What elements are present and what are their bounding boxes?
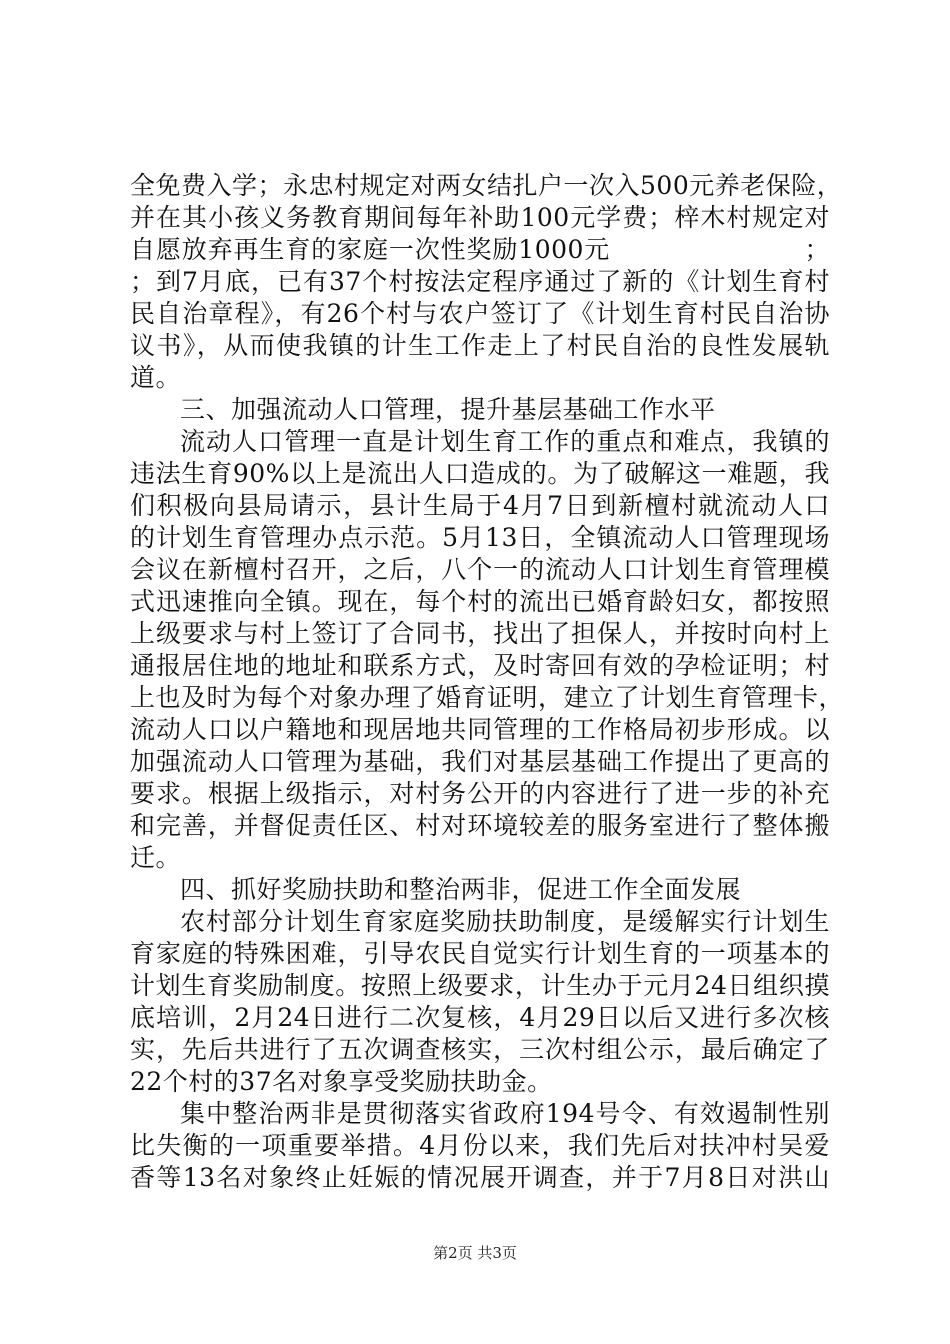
text-line: 计划生育奖励制度。按照上级要求，计生办于元月24日组织摸 — [130, 971, 830, 1000]
text-line: 自愿放弃再生育的家庭一次性奖励1000元 ； — [130, 235, 830, 264]
text-line: 并在其小孩义务教育期间每年补助100元学费；梓木村规定对 — [130, 203, 830, 232]
text-line: 上级要求与村上签订了合同书，找出了担保人，并按时向村上 — [130, 619, 830, 648]
text-line: 流动人口管理一直是计划生育工作的重点和难点，我镇的 — [180, 427, 830, 456]
text-line: 加强流动人口管理为基础，我们对基层基础工作提出了更高的 — [130, 747, 830, 776]
section-heading: 三、加强流动人口管理，提升基层基础工作水平 — [180, 395, 716, 424]
text-line: 违法生育90%以上是流出人口造成的。为了破解这一难题，我 — [130, 459, 830, 488]
page-footer: 第2页 共3页 — [433, 1244, 517, 1262]
text-line: 上也及时为每个对象办理了婚育证明，建立了计划生育管理卡， — [130, 683, 845, 712]
text-line: 22个村的37名对象享受奖励扶助金。 — [130, 1067, 553, 1096]
text-line: 全免费入学；永忠村规定对两女结扎户一次入500元养老保险， — [130, 171, 843, 200]
text-line: 农村部分计划生育家庭奖励扶助制度，是缓解实行计划生 — [180, 907, 830, 936]
text-line: 民自治章程》，有26个村与农户签订了《计划生育村民自治协 — [130, 299, 830, 328]
text-line: 香等13名对象终止妊娠的情况展开调查，并于7月8日对洪山 — [130, 1163, 830, 1192]
text-line: 道。 — [130, 363, 182, 392]
text-line: 迁。 — [130, 843, 182, 872]
text-line: 底培训，2月24日进行二次复核，4月29日以后又进行多次核 — [130, 1003, 830, 1032]
body-text — [130, 170, 845, 1194]
text-line: 和完善，并督促责任区、村对环境较差的服务室进行了整体搬 — [130, 811, 830, 840]
text-line: 流动人口以户籍地和现居地共同管理的工作格局初步形成。以 — [130, 715, 830, 744]
text-line: 比失衡的一项重要举措。4月份以来，我们先后对扶冲村吴爱 — [130, 1131, 830, 1160]
text-line: ；到7月底，已有37个村按法定程序通过了新的《计划生育村 — [130, 267, 830, 296]
text-line: 式迅速推向全镇。现在，每个村的流出已婚育龄妇女，都按照 — [130, 587, 830, 616]
text-line: 会议在新檀村召开，之后，八个一的流动人口计划生育管理模 — [130, 555, 830, 584]
text-line: 议书》，从而使我镇的计生工作走上了村民自治的良性发展轨 — [130, 331, 830, 360]
text-line: 们积极向县局请示，县计生局于4月7日到新檀村就流动人口 — [130, 491, 830, 520]
section-heading: 四、抓好奖励扶助和整治两非，促进工作全面发展 — [180, 875, 742, 904]
text-line: 要求。根据上级指示，对村务公开的内容进行了进一步的补充 — [130, 779, 830, 808]
text-line: 的计划生育管理办点示范。5月13日，全镇流动人口管理现场 — [130, 523, 830, 552]
text-line: 集中整治两非是贯彻落实省政府194号令、有效遏制性别 — [180, 1099, 830, 1128]
text-line: 实，先后共进行了五次调查核实，三次村组公示，最后确定了 — [130, 1035, 830, 1064]
text-line: 育家庭的特殊困难，引导农民自觉实行计划生育的一项基本的 — [130, 939, 830, 968]
text-line: 通报居住地的地址和联系方式，及时寄回有效的孕检证明；村 — [130, 651, 830, 680]
